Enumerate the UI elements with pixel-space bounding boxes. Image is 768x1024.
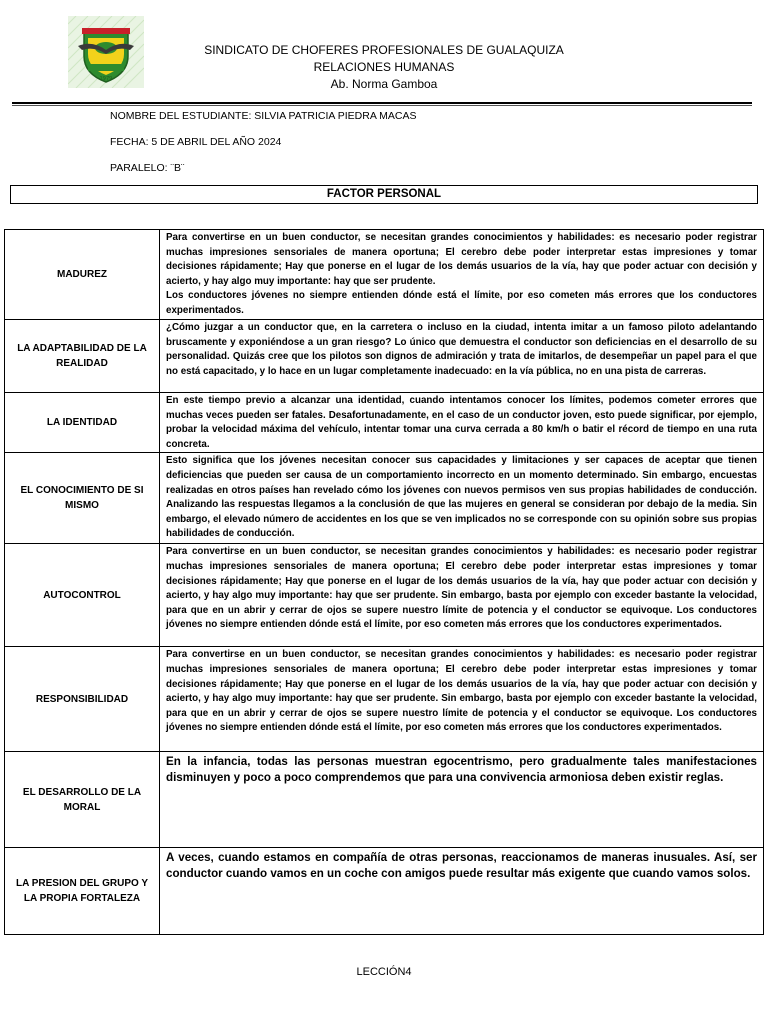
factor-label: LA ADAPTABILIDAD DE LA REALIDAD [5, 320, 160, 393]
teacher-name: Ab. Norma Gamboa [330, 77, 438, 91]
factor-description [160, 320, 764, 393]
factor-label: EL CONOCIMIENTO DE SI MISMO [5, 453, 160, 544]
factor-label: LA IDENTIDAD [5, 393, 160, 453]
description-paragraph: Para convertirse en un buen conductor, se necesitan grandes conocimientos y habilidades: es necesario poder registrar muchas impresiones sensoriales de manera oportuna; El cerebro debe poder interpretar estas impresiones y tomar decisiones rápidamente; Hay que ponerse en el lugar de los demás usuarios de la vía, hay que poder actuar con decisión y acierto, y hay algo muy importante: hay que ser prudente. Sin embargo, basta por ejemplo con exceder bastante la velocidad, para que en un abrir y cerrar de ojos se supere nuestro límite de potencia y el conductor se equivoque. Los conductores jóvenes no siempre entienden dónde está el límite, por eso cometen más errores que los conductores experimentados. [166, 546, 757, 631]
factor-description [160, 453, 764, 544]
factor-description [160, 752, 764, 848]
table-row [5, 647, 764, 752]
header-divider [12, 102, 752, 104]
factor-label: AUTOCONTROL [5, 544, 160, 647]
class-section: PARALELO: ¨B¨ [110, 162, 185, 174]
table-row [5, 752, 764, 848]
factor-label: EL DESARROLLO DE LA MORAL [5, 752, 160, 848]
description-paragraph: En este tiempo previo a alcanzar una identidad, cuando intentamos conocer los límites, podemos cometer errores que muchas veces pueden ser fatales. Desafortunadamente, en el caso de un conductor joven, esto puede significar, por ejemplo, probar la velocidad máxima del vehículo, intentar tomar una curva cerrada a 80 km/h o batir el récord de tiempo en una ruta concreta. [166, 395, 757, 450]
description-paragraph: Los conductores jóvenes no siempre entienden dónde está el límite, por eso cometen más errores que los conductores experimentados. [166, 290, 757, 316]
factor-table [4, 229, 764, 935]
factor-description [160, 393, 764, 453]
factor-description [160, 230, 764, 320]
factor-label: LA PRESION DEL GRUPO Y LA PROPIA FORTALEZA [5, 848, 160, 935]
factor-label: RESPONSIBILIDAD [5, 647, 160, 752]
lesson-footer: LECCIÓN4 [356, 966, 412, 978]
factor-description [160, 647, 764, 752]
factor-label: MADUREZ [5, 230, 160, 320]
description-paragraph: Esto significa que los jóvenes necesitan conocer sus capacidades y limitaciones y ser capaces de aceptar que tienen deficiencias que pueden ser causa de un comportamiento incorrecto en un momento determinado. Sin embargo, encuestas realizadas en otros países han revelado cómo los jóvenes con nuevos permisos ven sus propias habilidades de conducción. Analizando las respuestas llegamos a la conclusión de que las mujeres en general se consideran por debajo de la media. Sin embargo, el elevado número de accidentes en los que se ven implicados no se corresponde con su opinión sobre sus propias habilidades de conducción. [166, 455, 757, 540]
table-row [5, 453, 764, 544]
description-paragraph: Para convertirse en un buen conductor, se necesitan grandes conocimientos y habilidades: es necesario poder registrar muchas impresiones sensoriales de manera oportuna; El cerebro debe poder interpretar estas impresiones y tomar decisiones rápidamente; Hay que ponerse en el lugar de los demás usuarios de la vía, hay que poder actuar con decisión y acierto, y hay algo muy importante: hay que ser prudente. Sin embargo, basta por ejemplo con exceder bastante la velocidad, para que en un abrir y cerrar de ojos se supere nuestro límite de potencia y el conductor se equivoque. Los conductores jóvenes no siempre entienden dónde está el límite, por eso cometen más errores que los conductores experimentados. [166, 649, 757, 734]
description-paragraph: ¿Cómo juzgar a un conductor que, en la carretera o incluso en la ciudad, intenta imitar a un famoso piloto adelantando bruscamente y exponiéndose a un gran riesgo? Lo único que demuestra el conductor son deficiencias en el desarrollo de su personalidad. Quizás cree que los pilotos son dignos de admiración y trata de imitarlos, de desempeñar un papel para el que no está capacitado, y lo hace en un lugar completamente inadecuado: en la vía pública, no en una pista de carreras. [166, 322, 757, 377]
union-crest-icon [68, 16, 144, 88]
table-row [5, 320, 764, 393]
section-title: FACTOR PERSONAL [10, 185, 758, 204]
description-paragraph: Para convertirse en un buen conductor, se necesitan grandes conocimientos y habilidades: es necesario poder registrar muchas impresiones sensoriales de manera oportuna; El cerebro debe poder interpretar estas impresiones y tomar decisiones rápidamente; Hay que ponerse en el lugar de los demás usuarios de la vía, hay que poder actuar con decisión y acierto, y hay algo muy importante: hay que ser prudente. [166, 232, 757, 287]
table-row [5, 393, 764, 453]
student-name: NOMBRE DEL ESTUDIANTE: SILVIA PATRICIA PIEDRA MACAS [110, 110, 417, 122]
table-row [5, 848, 764, 935]
description-paragraph: A veces, cuando estamos en compañía de otras personas, reaccionamos de maneras inusuales. Así, ser conductor cuando vamos en un coche con amigos puede resultar más exigente que cuando vamos solos. [166, 851, 757, 881]
factor-description [160, 544, 764, 647]
table-row [5, 230, 764, 320]
factor-description [160, 848, 764, 935]
table-row [5, 544, 764, 647]
document-date: FECHA: 5 DE ABRIL DEL AÑO 2024 [110, 136, 282, 148]
union-name: SINDICATO DE CHOFERES PROFESIONALES DE GUALAQUIZA [204, 43, 564, 57]
document-header [150, 42, 618, 93]
logo-year: 1979 [99, 76, 113, 82]
description-paragraph: En la infancia, todas las personas muestran egocentrismo, pero gradualmente tales manifestaciones disminuyen y poco a poco comprendemos que para una convivencia armoniosa deben existir reglas. [166, 755, 757, 785]
subject-name: RELACIONES HUMANAS [313, 60, 455, 74]
header-divider-secondary [12, 105, 752, 106]
